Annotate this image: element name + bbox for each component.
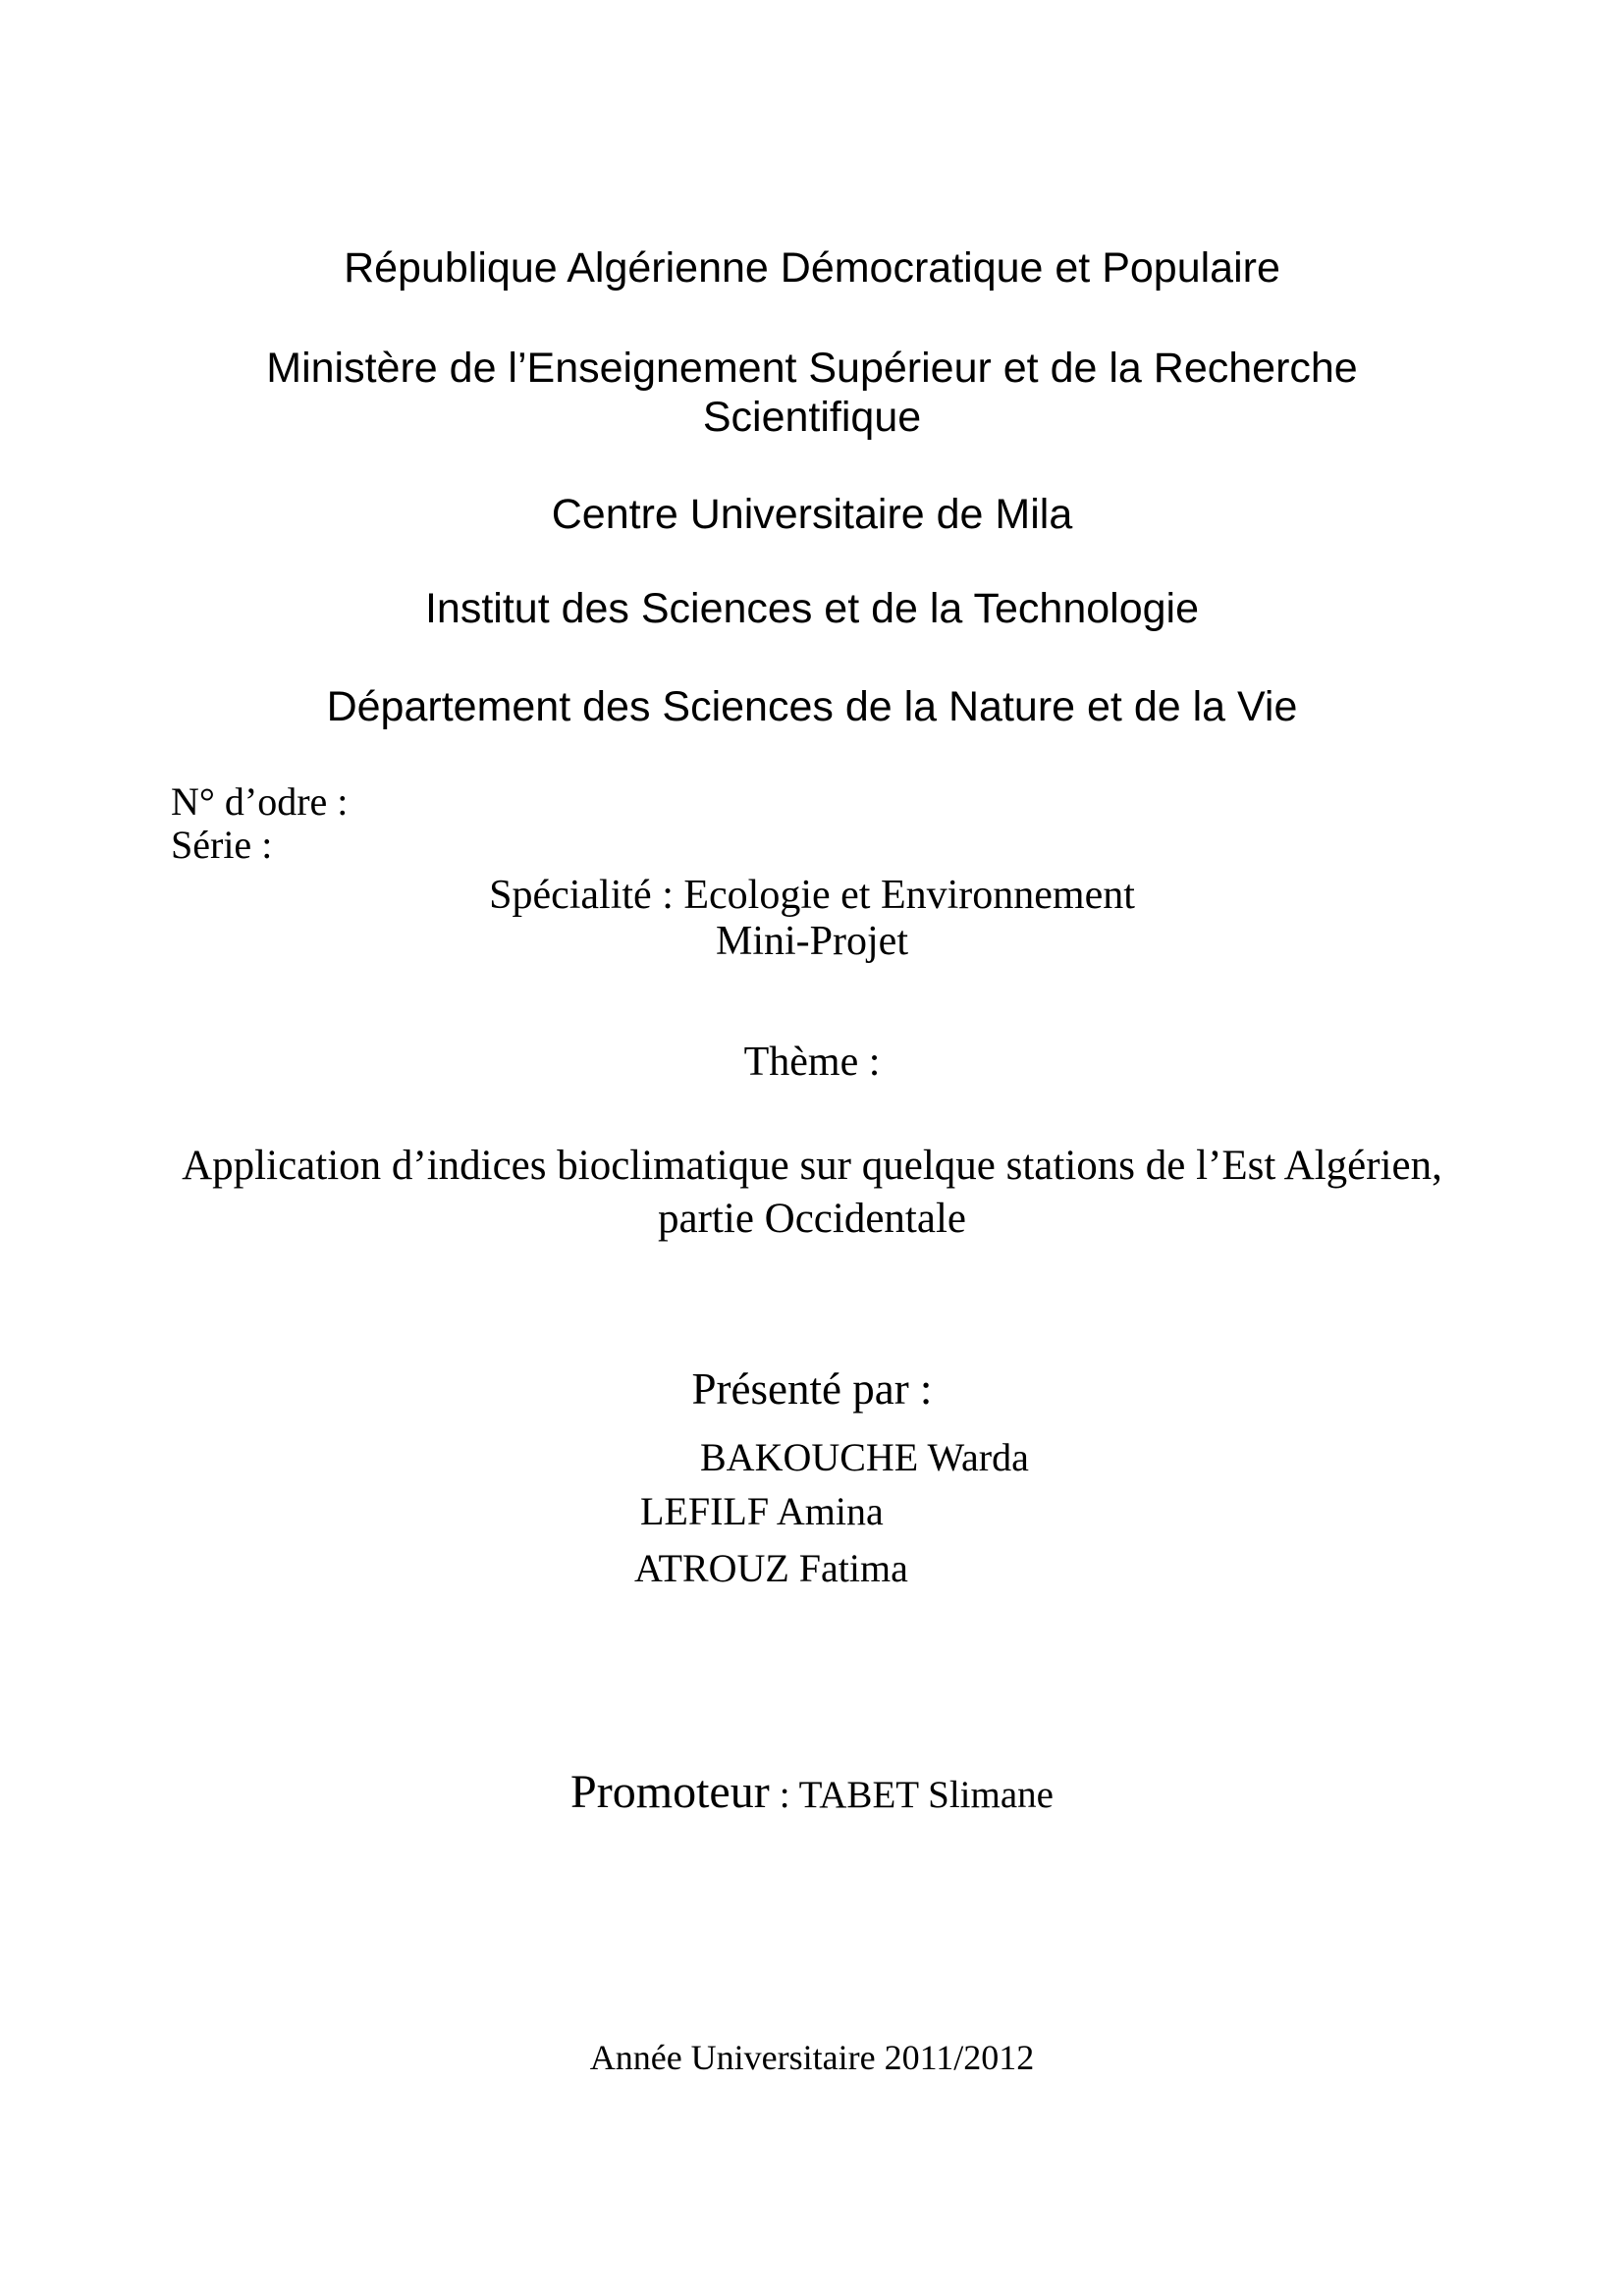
theme-label: Thème : (743, 1040, 881, 1085)
specialty-line: Spécialité : Ecologie et Environnement (489, 873, 1135, 918)
thesis-title-block (0, 1140, 1624, 1246)
ministry-header: Ministère de l’Enseignement Supérieur et de la Recherche Scientifique (266, 345, 1358, 441)
promoter-label: Promoteur (570, 1766, 770, 1818)
department-header: Département des Sciences de la Nature et de la Vie (326, 683, 1298, 730)
ministry-header-block (0, 344, 1624, 442)
order-number-label: N° d’odre : (171, 779, 349, 824)
project-type-line: Mini-Projet (716, 919, 908, 964)
university-header: Centre Universitaire de Mila (551, 491, 1073, 538)
republic-header: République Algérienne Démocratique et Populaire (344, 244, 1280, 292)
author-name-2: LEFILF Amina (640, 1489, 884, 1533)
thesis-title-line2: partie Occidentale (658, 1196, 966, 1242)
academic-year: Année Universitaire 2011/2012 (589, 2038, 1035, 2077)
author-name-3: ATROUZ Fatima (634, 1546, 908, 1590)
author-name-1: BAKOUCHE Warda (700, 1435, 1029, 1479)
promoter-name: : TABET Slimane (779, 1774, 1054, 1816)
presented-by-label: Présenté par : (691, 1364, 933, 1414)
thesis-title-line1: Application d’indices bioclimatique sur quelque stations de l’Est Algérien, (182, 1143, 1442, 1189)
institute-header: Institut des Sciences et de la Technologie (424, 585, 1200, 632)
series-label: Série : (171, 823, 273, 867)
promoter-line (0, 1765, 1624, 1831)
